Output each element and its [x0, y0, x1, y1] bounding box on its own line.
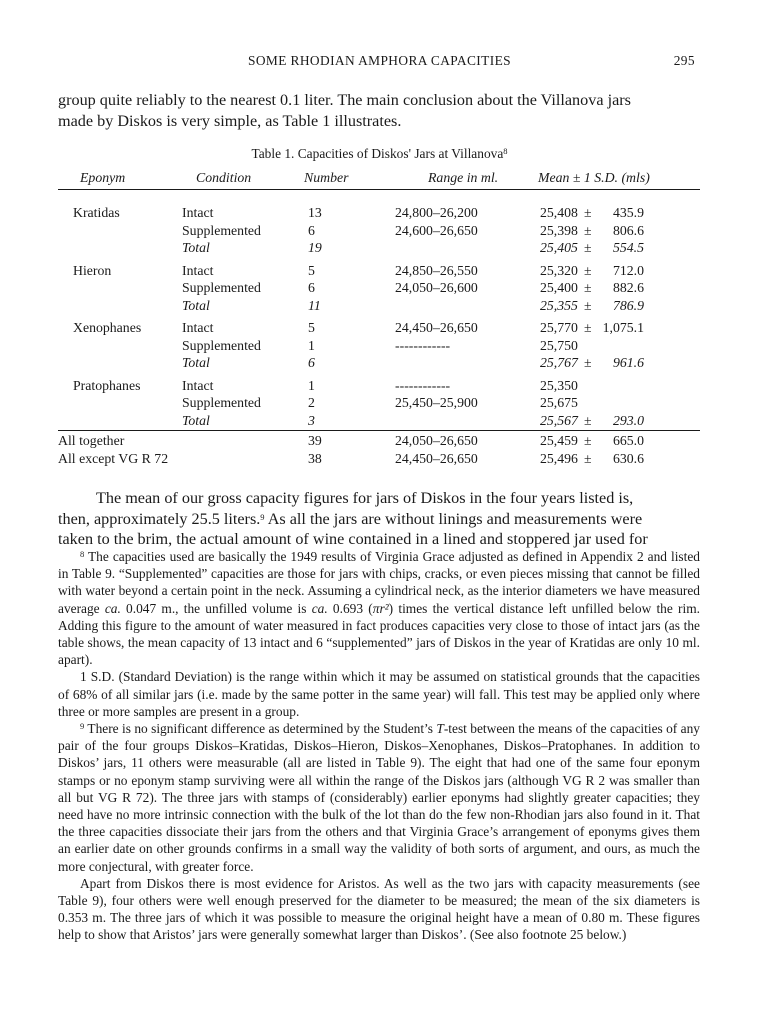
table-row: [58, 298, 700, 315]
cell-number: 6: [308, 280, 315, 295]
text-line: [58, 509, 700, 530]
cell-number: 1: [308, 377, 315, 393]
cell-plus-minus: ±: [584, 412, 592, 428]
cell-mean: 25,350: [540, 377, 578, 393]
cell-range: 24,850–26,550: [395, 262, 478, 278]
cell-range: 24,600–26,650: [395, 222, 478, 238]
cell-number: 39: [308, 433, 322, 448]
table-row: [58, 320, 700, 337]
cell-condition: Total: [182, 240, 210, 255]
cell-sd: 712.0: [612, 262, 644, 278]
table-row: [58, 378, 700, 395]
cell-eponym: Hieron: [73, 262, 112, 278]
cell-condition: Total: [182, 355, 210, 370]
table-row: [58, 280, 700, 297]
cell-mean: 25,400: [540, 280, 578, 295]
table-row: [58, 355, 700, 372]
footnote-abbrev: ca.: [311, 600, 328, 616]
cell-sd: 435.9: [612, 205, 644, 220]
footnote-text: 0.693 (: [327, 600, 373, 616]
cell-range: 25,450–25,900: [395, 395, 478, 410]
intro-paragraph: [58, 90, 700, 131]
cell-number: 6: [308, 222, 315, 238]
cell-condition: Intact: [182, 377, 214, 393]
cell-plus-minus: ±: [584, 262, 592, 278]
footnote-abbrev: ca.: [104, 600, 121, 616]
cell-condition: Supplemented: [182, 222, 261, 238]
cell-plus-minus: ±: [584, 433, 592, 448]
header-rule: [58, 189, 700, 190]
cell-plus-minus: ±: [584, 205, 592, 220]
table-caption-text: Table 1. Capacities of Diskos' Jars at Villanova: [251, 146, 504, 161]
cell-plus-minus: ±: [584, 451, 592, 466]
summary-row: [58, 433, 700, 450]
footnote-text: The capacities used are basically the 1949 results of Virginia Grace adjusted as defined in Appendix 2 and listed in Table 9. “Supplemented” capacities are those for jars with chips, cracks, or even pieces missing that cannot be filled with water beyond a certain point in the neck. Assuming a cylindrical neck, as the interior diameters we have measured average: [58, 549, 700, 616]
summary-rule: [58, 430, 700, 431]
cell-number: 3: [308, 412, 315, 428]
cell-number: 5: [308, 320, 315, 335]
cell-sd: 665.0: [612, 433, 644, 448]
footnote-text: There is no significant difference as determined by the Student’s: [84, 721, 437, 737]
header-eponym: Eponym: [80, 170, 126, 185]
cell-plus-minus: ±: [584, 355, 592, 370]
cell-condition: Supplemented: [182, 280, 261, 295]
cell-sd: 293.0: [612, 412, 644, 428]
cell-label: All together: [58, 433, 125, 448]
cell-mean: 25,459: [540, 433, 578, 448]
cell-mean: 25,750: [540, 337, 578, 353]
cell-mean: 25,767: [540, 355, 578, 370]
header-mean-sd: Mean ± 1 S.D. (mls): [538, 170, 650, 185]
cell-range: 24,050–26,600: [395, 280, 478, 295]
footnote-8: [58, 548, 700, 668]
cell-sd: 882.6: [612, 280, 644, 295]
cell-label: All except VG R 72: [58, 451, 169, 466]
footnote-text: -test between the means of the capacities of any pair of the four groups Diskos–Kratidas, Diskos–Hieron, Diskos–Xenophanes, Diskos–Pratophanes. In addition to Diskos’ jars, 11 others were measurable (all are listed in Table 9). The eight that had one of the same four eponym stamps or no eponym stamp surviving were all within the range of the Diskos jars (although VG R 2 was smaller than all but VG R 72). The three jars with stamps of (considerably) earlier eponyms had slightly greater capacities; they need have no more intrinsic connection with the bulk of the lot than do the few non-Rhodian jars also found in it. That the three capacities dissociate their jars from the others and that Virginia Grace’s arrangement of eponyms gives them an earlier date on other grounds confirms in a small way the validity of both sorts of argument, and ours, as much the more conjectural, with greater force.: [58, 721, 700, 874]
cell-range: ------------: [395, 337, 451, 353]
cell-number: 38: [308, 451, 322, 466]
table-row: [58, 338, 700, 355]
cell-mean: 25,405: [540, 240, 578, 255]
footnote-text: 0.047 m., the unfilled volume is: [120, 600, 312, 616]
table-row: [58, 395, 700, 412]
cell-range: 24,450–26,650: [395, 451, 478, 466]
cell-number: 19: [308, 240, 322, 255]
cell-condition: Intact: [182, 320, 214, 335]
cell-mean: 25,398: [540, 222, 578, 238]
footnote-mark: 8: [80, 549, 85, 559]
footnote-sd-note: 1 S.D. (Standard Deviation) is the range within which it may be assumed on statistical grounds that the capacities of 68% of all similar jars (i.e. made by the same potter in the same year) will fall. This test may be applied only where three or more samples are present in a group.: [58, 669, 700, 719]
footnote-mark: 9: [80, 721, 85, 732]
cell-condition: Intact: [182, 262, 214, 278]
cell-plus-minus: ±: [584, 240, 592, 255]
text-segment: then, approximately 25.5 liters.: [58, 509, 261, 528]
cell-eponym: Xenophanes: [73, 320, 142, 335]
cell-sd: 630.6: [612, 451, 644, 466]
cell-plus-minus: ±: [584, 320, 592, 335]
cell-mean: 25,770: [540, 320, 578, 335]
text-line: taken to the brim, the actual amount of wine contained in a lined and stoppered jar used for: [58, 530, 648, 548]
table-header-row: [58, 170, 700, 187]
cell-range: 24,800–26,200: [395, 205, 478, 220]
footnote-formula: πr²: [372, 600, 389, 616]
cell-number: 2: [308, 395, 315, 410]
body-paragraph: [58, 488, 700, 550]
cell-mean: 25,496: [540, 451, 578, 466]
page-number: 295: [673, 53, 695, 68]
cell-condition: Total: [182, 412, 210, 428]
cell-condition: Intact: [182, 205, 214, 220]
table-row: [58, 223, 700, 240]
text-segment: As all the jars are without linings and measurements were: [264, 509, 643, 528]
table-row: [58, 263, 700, 280]
cell-sd: 1,075.1: [602, 320, 644, 335]
footnote-aristos-note: Apart from Diskos there is most evidence for Aristos. As well as the two jars with capacity measurements (see Table 9), four others were well enough preserved for the diameter to be measured; the mean of the six diameters is 0.353 m. The three jars of which it was possible to measure the original height have a mean of 0.80 m. These figures help to show that Aristos’ jars were generally somewhat larger than Diskos’. (See also footnote 25 below.): [58, 875, 700, 943]
text-line: group quite reliably to the nearest 0.1 liter. The main conclusion about the Villanova jars: [58, 91, 631, 109]
cell-number: 5: [308, 262, 315, 278]
cell-range: ------------: [395, 377, 451, 393]
cell-plus-minus: ±: [584, 297, 592, 313]
footnote-ref-9: 9: [260, 511, 265, 522]
footnotes: [58, 548, 700, 944]
cell-mean: 25,408: [540, 205, 578, 220]
text-line: made by Diskos is very simple, as Table 1 illustrates.: [58, 111, 402, 130]
footnote-text: ) times the vertical distance left unfilled below the rim. Adding this figure to the amount of water measured in fact produces capacities very close to those of intact jars (as the table shows, the mean capacity of 13 intact and 6 “supplemented” jars of Diskos in the year of Kratidas are only 10 ml. apart).: [58, 600, 700, 668]
cell-mean: 25,355: [540, 297, 578, 313]
cell-number: 6: [308, 355, 315, 370]
cell-mean: 25,675: [540, 395, 578, 410]
cell-plus-minus: ±: [584, 280, 592, 295]
cell-plus-minus: ±: [584, 222, 592, 238]
cell-condition: Total: [182, 297, 210, 313]
cell-condition: Supplemented: [182, 395, 261, 410]
cell-condition: Supplemented: [182, 337, 261, 353]
table-row: [58, 240, 700, 257]
footnote-italic-t: T: [436, 721, 444, 737]
cell-range: 24,450–26,650: [395, 320, 478, 335]
running-title: SOME RHODIAN AMPHORA CAPACITIES: [247, 53, 512, 68]
cell-eponym: Kratidas: [73, 205, 120, 220]
footnote-9: [58, 720, 700, 875]
footnote-ref-8: 8: [503, 146, 508, 156]
cell-number: 11: [308, 297, 321, 313]
cell-sd: 786.9: [612, 297, 644, 313]
table-row: [58, 205, 700, 222]
text-line: The mean of our gross capacity figures for jars of Diskos in the four years listed is,: [96, 489, 634, 507]
summary-row: [58, 451, 700, 468]
cell-number: 1: [308, 337, 315, 353]
header-condition: Condition: [196, 170, 252, 185]
header-range: Range in ml.: [428, 170, 499, 185]
header-number: Number: [304, 170, 349, 185]
cell-number: 13: [308, 205, 322, 220]
cell-sd: 961.6: [612, 355, 644, 370]
cell-sd: 554.5: [612, 240, 644, 255]
cell-eponym: Pratophanes: [73, 377, 141, 393]
cell-mean: 25,567: [540, 412, 578, 428]
table-caption: [0, 146, 759, 162]
cell-mean: 25,320: [540, 262, 578, 278]
cell-range: 24,050–26,650: [395, 433, 478, 448]
cell-sd: 806.6: [612, 222, 644, 238]
table-row: [58, 413, 700, 430]
